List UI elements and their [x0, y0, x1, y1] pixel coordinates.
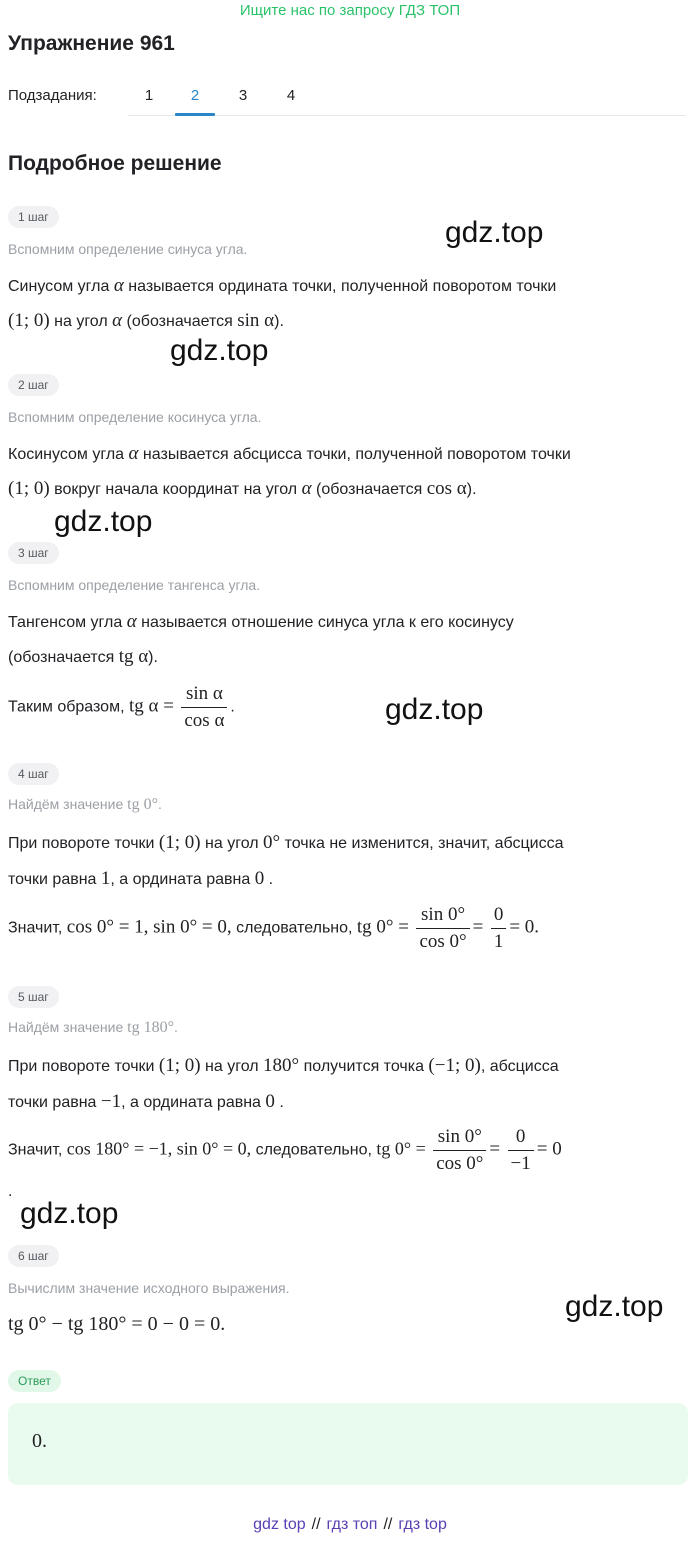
footer-link-2[interactable]: гдз топ: [326, 1516, 378, 1533]
footer-link-1[interactable]: gdz top: [253, 1516, 306, 1533]
step-4-line-3: Значит, cos 0° = 1, sin 0° = 0, следовательно, tg 0° = $\frac{\sin 0^\circ}{\cos 0^\circ}$ = $\frac{0}{1}$ = 0.: [8, 904, 540, 952]
step-3-line-3: Таким образом, tg α = $\frac{\text{sin α}}{\text{cos α}}$ .: [8, 683, 235, 731]
step-2-label: 2 шаг: [8, 374, 59, 396]
step-5-fraction-1: $\frac{\sin 0^\circ}{\cos 0^\circ}$: [433, 1126, 486, 1175]
step-4-fraction-1: $\frac{\sin 0^\circ}{\cos 0^\circ}$: [416, 904, 469, 953]
tangent-fraction: $\frac{\text{sin α}}{\text{cos α}}$: [181, 683, 227, 732]
step-3-line-2: (обозначается tg α).: [8, 646, 158, 667]
step-4-hint: Найдём значение tg 0°.: [8, 796, 162, 813]
tab-subtask-4[interactable]: 4: [286, 87, 296, 104]
step-1-line-2: (1; 0) на угол α (обозначается sin α).: [8, 310, 284, 331]
step-3-hint: Вспомним определение тангенса угла.: [8, 577, 261, 593]
step-6-hint: Вычислим значение исходного выражения.: [8, 1280, 290, 1296]
watermark-5: gdz.top: [20, 1197, 119, 1230]
watermark-6: gdz.top: [565, 1290, 664, 1323]
step-5-line-4: .: [8, 1183, 13, 1200]
search-banner: Ищите нас по запросу ГДЗ ТОП: [239, 2, 461, 19]
step-6-label: 6 шаг: [8, 1245, 59, 1267]
tab-subtask-3[interactable]: 3: [238, 87, 248, 104]
active-tab-indicator: [175, 113, 215, 116]
footer-separator-2: //: [383, 1516, 393, 1533]
answer-value: 0.: [32, 1430, 47, 1452]
step-5-hint: Найдём значение tg 180°.: [8, 1019, 178, 1036]
step-2-line-1: Косинусом угла α называется абсцисса точки, полученной поворотом точки: [8, 443, 571, 464]
step-4-line-2: точки равна 1, а ордината равна 0 .: [8, 868, 274, 889]
step-5-line-3: Значит, cos 180° = −1, sin 0° = 0, следовательно, tg 0° = $\frac{\sin 0^\circ}{\cos 0^\circ}$ = $\frac{0}{-1}$ = 0: [8, 1126, 562, 1174]
answer-box: [8, 1403, 688, 1485]
tab-subtask-2[interactable]: 2: [190, 87, 200, 104]
page-title: Упражнение 961: [8, 32, 175, 55]
footer-link-3[interactable]: гдз top: [398, 1516, 447, 1533]
step-3-label: 3 шаг: [8, 542, 59, 564]
answer-label: Ответ: [8, 1370, 61, 1392]
step-4-line-1: При повороте точки (1; 0) на угол 0° точка не изменится, значит, абсцисса: [8, 832, 564, 853]
step-4-fraction-2: $\frac{0}{1}$: [491, 904, 507, 953]
step-5-fraction-2: $\frac{0}{-1}$: [508, 1126, 534, 1175]
watermark-3: gdz.top: [54, 505, 153, 538]
step-2-line-2: (1; 0) вокруг начала координат на угол α (обозначается cos α).: [8, 478, 477, 499]
watermark-1: gdz.top: [445, 216, 544, 249]
section-title: Подробное решение: [8, 152, 222, 175]
step-3-line-1: Тангенсом угла α называется отношение синуса угла к его косинусу: [8, 611, 514, 632]
step-2-hint: Вспомним определение косинуса угла.: [8, 409, 262, 425]
step-5-line-1: При повороте точки (1; 0) на угол 180° получится точка (−1; 0), абсцисса: [8, 1055, 559, 1076]
step-5-line-2: точки равна −1, а ордината равна 0 .: [8, 1091, 284, 1112]
tab-subtask-1[interactable]: 1: [144, 87, 154, 104]
step-6-line-1: tg 0° − tg 180° = 0 − 0 = 0.: [8, 1313, 226, 1335]
footer-links: [0, 1516, 700, 1534]
footer-separator-1: //: [311, 1516, 321, 1533]
subtasks-label: Подзадания:: [8, 87, 97, 104]
step-5-label: 5 шаг: [8, 986, 59, 1008]
watermark-4: gdz.top: [385, 693, 484, 726]
step-4-label: 4 шаг: [8, 763, 59, 785]
step-1-hint: Вспомним определение синуса угла.: [8, 241, 248, 257]
step-1-label: 1 шаг: [8, 206, 59, 228]
step-1-line-1: Синусом угла α называется ордината точки, полученной поворотом точки: [8, 275, 557, 296]
watermark-2: gdz.top: [170, 334, 269, 367]
